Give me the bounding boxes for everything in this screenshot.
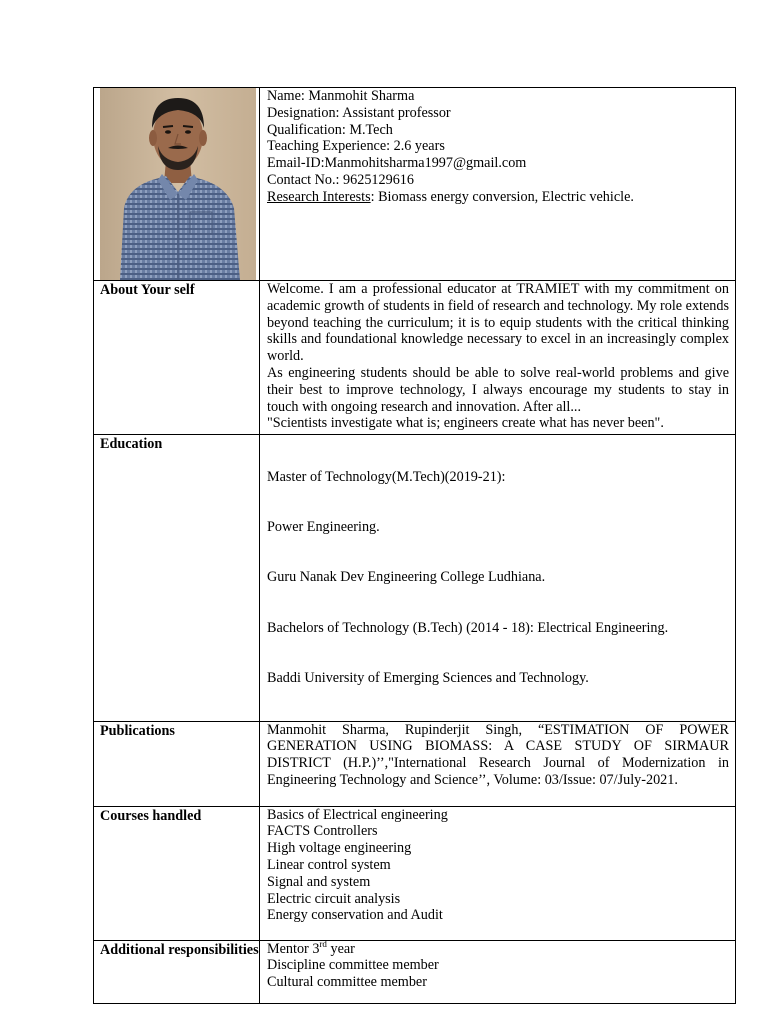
- about-paragraph-2: As engineering students should be able to solve real-world problems and give their best to improve technology, I always encourage my students to stay in touch with ongoing research and innovation. After all...: [267, 364, 729, 415]
- personal-info-cell: [260, 88, 736, 281]
- designation-field: Designation: Assistant professor: [267, 104, 451, 121]
- education-line: Guru Nanak Dev Engineering College Ludhiana.: [267, 569, 546, 586]
- qualification-field: Qualification: M.Tech: [267, 121, 393, 138]
- courses-cell: [260, 806, 736, 940]
- mentor-prefix: Mentor 3: [267, 940, 320, 957]
- education-line: Baddi University of Emerging Sciences and Technology.: [267, 670, 589, 687]
- course-item: Basics of Electrical engineering: [267, 806, 448, 823]
- about-paragraph-1: Welcome. I am a professional educator at TRAMIET with my commitment on academic growth of students in field of research and technology. My role extends beyond teaching the curriculum; it is to equip students with the critical thinking skills and foundational knowledge necessary to excel in an increasingly complex world.: [267, 281, 729, 365]
- course-item: Energy conservation and Audit: [267, 907, 443, 924]
- person-photo-icon: [100, 88, 256, 280]
- profile-photo: [100, 88, 256, 280]
- course-item: Signal and system: [267, 873, 371, 890]
- research-interests-label: Research Interests: [267, 188, 371, 205]
- responsibilities-cell: [260, 940, 736, 1003]
- course-item: Linear control system: [267, 856, 391, 873]
- mentor-suffix: year: [326, 940, 355, 957]
- responsibilities-row: [94, 940, 736, 1003]
- mentor-item: [267, 938, 729, 958]
- experience-field: Teaching Experience: 2.6 years: [267, 138, 445, 155]
- education-label: Education: [94, 435, 260, 722]
- about-row: [94, 281, 736, 435]
- profile-table: [93, 87, 736, 1004]
- about-cell: [260, 281, 736, 435]
- responsibility-item: Discipline committee member: [267, 957, 439, 974]
- course-item: FACTS Controllers: [267, 823, 378, 840]
- education-line: Master of Technology(M.Tech)(2019-21):: [267, 468, 506, 485]
- about-label: About Your self: [94, 281, 260, 435]
- email-field: Email-ID:Manmohitsharma1997@gmail.com: [267, 155, 527, 172]
- publications-row: [94, 721, 736, 806]
- course-item: High voltage engineering: [267, 840, 412, 857]
- courses-label: Courses handled: [94, 806, 260, 940]
- contact-field: Contact No.: 9625129616: [267, 171, 414, 188]
- courses-row: [94, 806, 736, 940]
- name-field: Name: Manmohit Sharma: [267, 88, 415, 104]
- education-line: Bachelors of Technology (B.Tech) (2014 - 18): Electrical Engineering.: [267, 619, 669, 636]
- course-item: Electric circuit analysis: [267, 890, 401, 907]
- publications-cell: [260, 721, 736, 806]
- publications-label: Publications: [94, 721, 260, 806]
- mentor-ordinal: rd: [319, 938, 327, 949]
- education-line: Power Engineering.: [267, 518, 380, 535]
- education-row: [94, 435, 736, 722]
- education-cell: [260, 435, 736, 722]
- responsibility-item: Cultural committee member: [267, 974, 427, 991]
- publication-entry: Manmohit Sharma, Rupinderjit Singh, “ESTIMATION OF POWER GENERATION USING BIOMASS: A CASE STUDY OF SIRMAUR DISTRICT (H.P.)’’,"International Research Journal of Modernization in Engineering Technology and Science’’, Volume: 03/Issue: 07/July-2021.: [267, 721, 729, 788]
- research-interests-field: [267, 189, 729, 206]
- about-quote: "Scientists investigate what is; engineers create what has never been".: [267, 415, 664, 432]
- responsibilities-label: Additional responsibilities: [94, 940, 260, 1003]
- research-interests-value: : Biomass energy conversion, Electric vehicle.: [370, 188, 634, 205]
- photo-cell: [94, 88, 260, 281]
- personal-info-row: [94, 88, 736, 281]
